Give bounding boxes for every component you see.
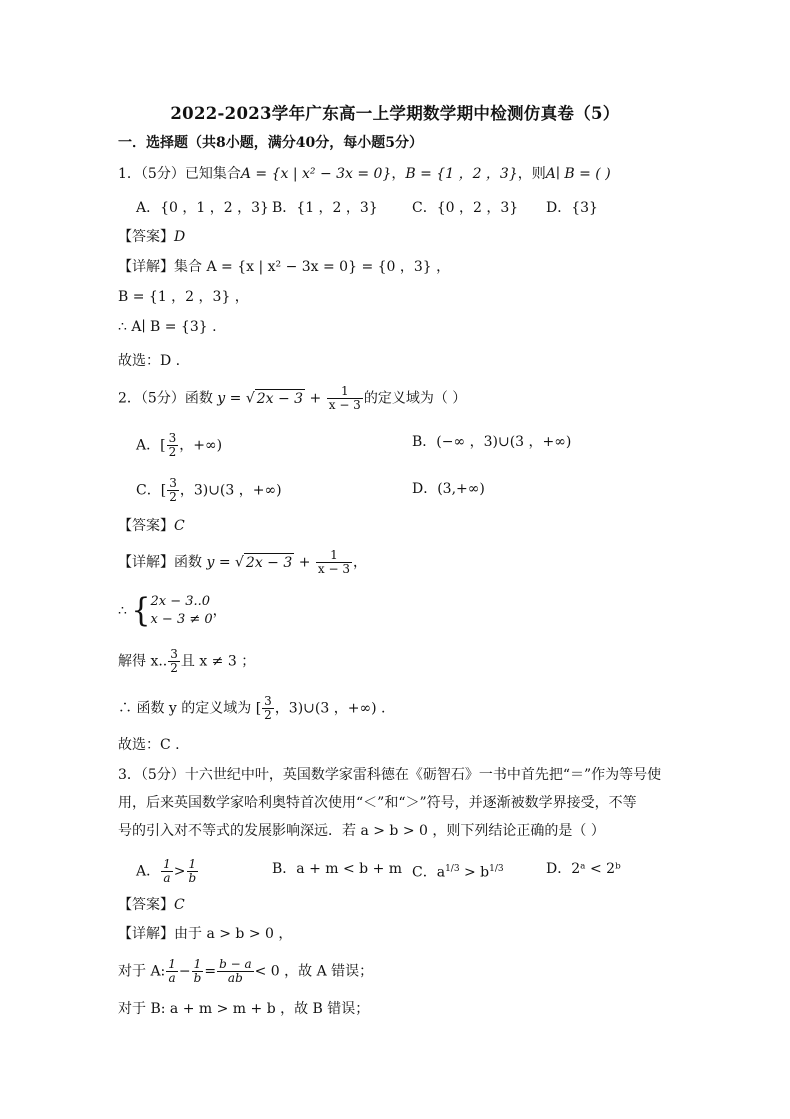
q3-stem-line-1: 3．（5分）十六世纪中叶，英国数学家雷科德在《砺智石》一书中首先把“＝”作为等号使 — [118, 767, 662, 783]
q3-answer: 【答案】C — [118, 897, 185, 913]
q2-conclusion: 故选：C . — [118, 737, 180, 753]
q2-sqrt: 2x − 3 — [256, 390, 304, 407]
q1-stem: 1．（5分）已知集合A = {x | x² − 3x = 0}，B = {1 ，2 ，3}，则A∣ B = ( ) — [118, 166, 611, 182]
q1-detail-2: B = {1 ，2 ，3} ， — [118, 289, 249, 305]
q2-fraction: $\frac{1}{x - 3}$ — [328, 384, 361, 412]
section-heading: 一．选择题（共8小题，满分40分，每小题5分） — [118, 135, 423, 151]
q1-detail-1: 【详解】集合 A = {x | x² − 3x = 0} = {0 ，3} ， — [118, 259, 451, 275]
q2-option-a: A．[ $\frac{3}{2}$ ，+∞) — [136, 431, 223, 459]
q3-detail-3: 对于 B: a + m > m + b ，故 B 错误； — [118, 1001, 370, 1017]
q2-detail-1: 【详解】函数 y = √ 2x − 3 + $\frac{1}{x - 3}$ ， — [118, 548, 367, 576]
q1-answer: 【答案】D — [118, 229, 186, 245]
q2-stem: 2．（5分）函数 y = √ 2x − 3 + $\frac{1}{x - 3}$ 的定义域为（ ） — [118, 384, 467, 412]
q3-option-a: A． $\frac{1}{a}$ > $\frac{1}{b}$ — [136, 857, 197, 885]
q1-conclusion: 故选：D . — [118, 353, 181, 369]
q2-detail-solve: 解得 x.. $\frac{3}{2}$ 且 x ≠ 3 ； — [118, 647, 256, 675]
q2-option-c: C．[ $\frac{3}{2}$ ，3)∪(3 ，+∞) — [136, 476, 282, 504]
q1-option-a: A．{0 ，1 ，2 ，3} — [136, 200, 269, 216]
q1-detail-3: ∴ A∣ B = {3} . — [118, 319, 217, 335]
q3-stem-line-2: 用，后来英国数学家哈利奥特首次使用“＜”和“＞”符号，并逐渐被数学界接受，不等 — [118, 795, 637, 811]
q3-stem-line-3: 号的引入对不等式的发展影响深远．若 a > b > 0 ，则下列结论正确的是（ ） — [118, 823, 605, 839]
q3-option-d: D．2ᵃ < 2ᵇ — [546, 861, 621, 877]
q2-answer: 【答案】C — [118, 518, 185, 534]
q1-option-b: B．{1 ，2 ，3} — [272, 200, 378, 216]
q2-option-d: D．(3,+∞) — [412, 481, 485, 497]
q2-option-b: B．(−∞ ，3)∪(3 ，+∞) — [412, 434, 572, 450]
q1-option-d: D．{3} — [546, 200, 598, 216]
q3-option-c: C．$a^{1/3} > b^{1/3}$ — [412, 864, 504, 881]
q1-option-c: C．{0 ，2 ，3} — [412, 200, 519, 216]
page-title: 2022-2023学年广东高一上学期数学期中检测仿真卷（5） — [170, 104, 620, 123]
q2-detail-system: ∴ { 2x − 3..0 x − 3 ≠ 0 ， — [118, 591, 227, 630]
q3-option-b: B．a + m < b + m — [272, 861, 403, 877]
q3-detail-1: 【详解】由于 a > b > 0 ， — [118, 926, 293, 942]
q3-detail-2: 对于 A: $\frac{1}{a}$ − $\frac{1}{b}$ = $\frac{b - a}{ab}$ < 0 ，故 A 错误； — [118, 957, 374, 985]
q2-detail-domain: ∴ 函数 y 的定义域为 [ $\frac{3}{2}$ ，3)∪(3 ，+∞) . — [118, 694, 386, 722]
